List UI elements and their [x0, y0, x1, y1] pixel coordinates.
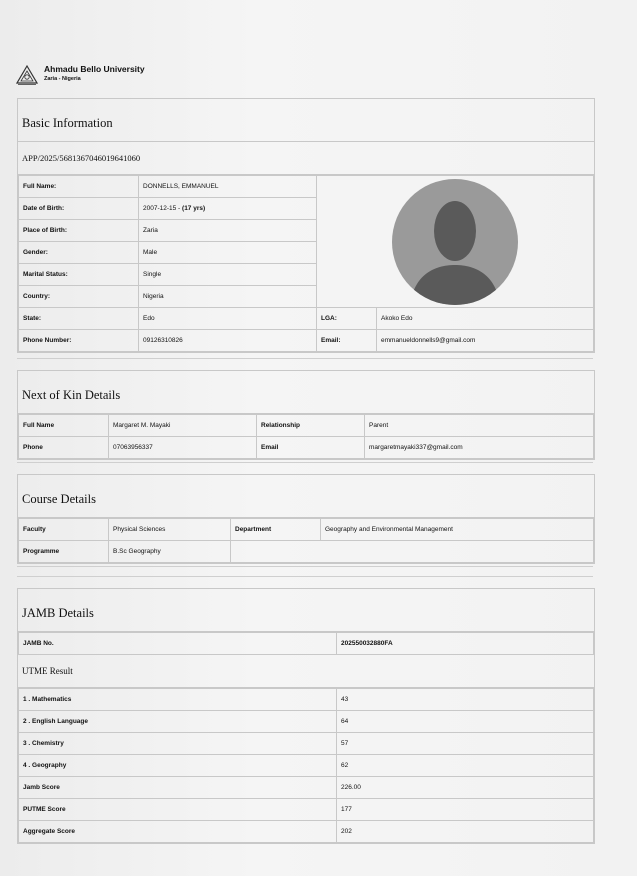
jamb-details-title: JAMB Details: [18, 589, 594, 632]
next-of-kin-title: Next of Kin Details: [18, 371, 594, 414]
next-of-kin-section: [17, 370, 595, 460]
divider: [17, 566, 593, 567]
kin-phone-value: 07063956337: [109, 437, 257, 459]
gender-value: Male: [139, 242, 317, 264]
utme-result-table: [18, 688, 594, 843]
table-row: [19, 755, 594, 777]
faculty-value: Physical Sciences: [109, 519, 231, 541]
pob-value: Zaria: [139, 220, 317, 242]
dob-label: Date of Birth:: [19, 198, 139, 220]
state-value: Edo: [139, 308, 317, 330]
result-value: 43: [337, 689, 594, 711]
jamb-details-section: [17, 588, 595, 844]
pob-label: Place of Birth:: [19, 220, 139, 242]
result-label: Aggregate Score: [19, 821, 337, 843]
course-details-title: Course Details: [18, 475, 594, 518]
header: [16, 64, 145, 86]
programme-value: B.Sc Geography: [109, 541, 231, 563]
table-row: [19, 689, 594, 711]
application-number: APP/2025/5681367046019641060: [18, 142, 594, 175]
jamb-no-value: 202550032880FA: [337, 633, 594, 655]
result-value: 57: [337, 733, 594, 755]
kin-relationship-label: Relationship: [257, 415, 365, 437]
result-label: 1 . Mathematics: [19, 689, 337, 711]
university-name: Ahmadu Bello University: [44, 64, 145, 74]
university-logo-icon: [16, 64, 38, 86]
state-label: State:: [19, 308, 139, 330]
divider: [17, 462, 593, 463]
table-row: [19, 777, 594, 799]
result-value: 202: [337, 821, 594, 843]
country-label: Country:: [19, 286, 139, 308]
next-of-kin-table: [18, 414, 594, 459]
kin-full-name-label: Full Name: [19, 415, 109, 437]
dob-date: 2007-12-15 -: [143, 205, 183, 212]
jamb-no-label: JAMB No.: [19, 633, 337, 655]
phone-label: Phone Number:: [19, 330, 139, 352]
university-location: Zaria - Nigeria: [44, 76, 81, 82]
department-label: Department: [231, 519, 321, 541]
profile-photo-placeholder: [392, 179, 518, 305]
result-label: 4 . Geography: [19, 755, 337, 777]
table-row: [19, 821, 594, 843]
marital-status-value: Single: [139, 264, 317, 286]
divider: [17, 358, 593, 359]
table-row: [19, 711, 594, 733]
result-value: 64: [337, 711, 594, 733]
basic-information-title: Basic Information: [18, 99, 594, 142]
result-value: 62: [337, 755, 594, 777]
result-value: 177: [337, 799, 594, 821]
email-value: emmanueldonnells9@gmail.com: [377, 330, 594, 352]
result-label: 3 . Chemistry: [19, 733, 337, 755]
lga-value: Akoko Edo: [377, 308, 594, 330]
programme-label: Programme: [19, 541, 109, 563]
photo-cell: [317, 176, 594, 308]
full-name-value: DONNELLS, EMMANUEL: [139, 176, 317, 198]
result-label: 2 . English Language: [19, 711, 337, 733]
course-details-table: [18, 518, 594, 563]
marital-status-label: Marital Status:: [19, 264, 139, 286]
lga-label: LGA:: [317, 308, 377, 330]
course-details-section: [17, 474, 595, 564]
result-label: Jamb Score: [19, 777, 337, 799]
kin-phone-label: Phone: [19, 437, 109, 459]
department-value: Geography and Environmental Management: [321, 519, 594, 541]
result-value: 226.00: [337, 777, 594, 799]
kin-full-name-value: Margaret M. Mayaki: [109, 415, 257, 437]
dob-age: (17 yrs): [182, 205, 206, 212]
kin-relationship-value: Parent: [365, 415, 594, 437]
dob-value: [139, 198, 317, 220]
result-label: PUTME Score: [19, 799, 337, 821]
basic-information-table: [18, 175, 594, 352]
gender-label: Gender:: [19, 242, 139, 264]
phone-value: 09126310826: [139, 330, 317, 352]
table-row: [19, 799, 594, 821]
table-row: [19, 733, 594, 755]
faculty-label: Faculty: [19, 519, 109, 541]
divider: [17, 576, 593, 577]
kin-email-value: margaretmayaki337@gmail.com: [365, 437, 594, 459]
person-silhouette-icon: [392, 179, 518, 305]
basic-information-section: [17, 98, 595, 353]
empty-cell: [231, 541, 594, 563]
email-label: Email:: [317, 330, 377, 352]
full-name-label: Full Name:: [19, 176, 139, 198]
country-value: Nigeria: [139, 286, 317, 308]
jamb-number-table: [18, 632, 594, 655]
utme-result-title: UTME Result: [18, 655, 594, 688]
kin-email-label: Email: [257, 437, 365, 459]
